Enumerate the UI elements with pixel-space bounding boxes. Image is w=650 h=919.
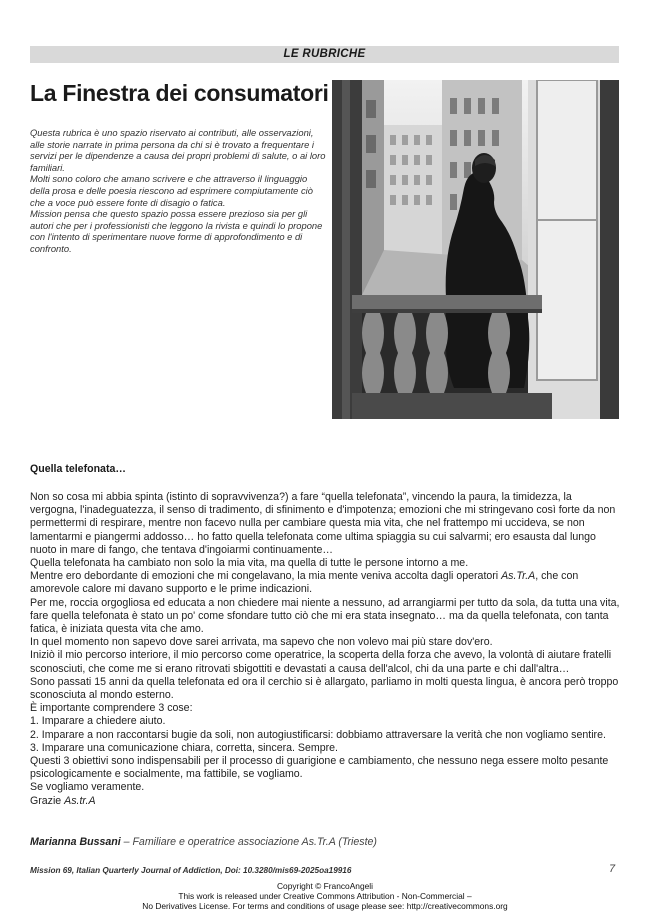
body-paragraph: Non so cosa mi abbia spinta (istinto di sopravvivenza?) a fare “quella telefonata”, vincendo la paura, la timidezza, la vergogna, l'inadeguatezza, il senso di tradimento, di sfinimento e d'impotenza; emozioni che mi stringevano così forte da non permettermi di respirare, mentre non facevo nulla per cambiare questa mia vita, che nel frattempo mi uccideva, se non lamentarmi e piangermi addosso… ho fatto quella telefonata come ultima spiaggia su cui salvarmi; ero esausta dal lungo nuoto in mare di fango, che tentava d'ingoiarmi continuamente…: [30, 491, 616, 556]
author-name: Marianna Bussani: [30, 836, 121, 848]
body-paragraph: Sono passati 15 anni da quella telefonata ed ora il cerchio si è allargato, parliamo in molti questa lingua, è ancora però troppo sconosciuta al mondo esterno.: [30, 675, 619, 702]
intro-paragraph: Molti sono coloro che amano scrivere e che attraverso il linguaggio della prosa e delle poesia riescono ad esprimere compiutamente ciò che a voce può essere fonte di disagio o fatica.: [30, 173, 313, 208]
body-paragraph: Iniziò il mio percorso interiore, il mio percorso come operatrice, la scoperta della forza che avevo, la volontà di aiutare fratelli sconosciuti, che come me si erano ritrovati sbigottiti e devastati a causa dell'alcol, chi da una parte e chi dall'altra…: [30, 649, 612, 675]
body-paragraph: [30, 570, 620, 596]
intro-paragraph: Questa rubrica è uno spazio riservato ai contributi, alle osservazioni, alle storie narrate in prima persona da chi si è trovato a frequentare i servizi per le dipendenze a causa dei propri problemi di salute, o ai loro familiari.: [30, 127, 326, 173]
journal-reference: Mission 69, Italian Quarterly Journal of Addiction, Doi: 10.3280/mis69-2025oa19916: [30, 866, 352, 875]
copyright-line: No Derivatives License. For terms and conditions of usage please see: http://creativecommons.org: [142, 901, 508, 912]
page-number: 7: [609, 863, 616, 875]
body-paragraph: [30, 795, 620, 808]
copyright-line: This work is released under Creative Commons Attribution - Non-Commercial –: [178, 891, 472, 902]
article-title: Quella telefonata…: [30, 463, 126, 475]
text-span: , che con amorevole calore mi davano supporto e le prime indicazioni.: [30, 570, 579, 596]
author-line: [30, 836, 377, 848]
body-paragraph: Se vogliamo veramente.: [30, 781, 145, 794]
body-paragraph: Quella telefonata ha cambiato non solo la mia vita, ma quella di tutte le persone intorno a me.: [30, 557, 469, 570]
organization-name: As.Tr.A: [501, 570, 536, 583]
list-item: 3. Imparare una comunicazione chiara, corretta, sincera. Sempre.: [30, 741, 338, 754]
section-header: LE RUBRICHE: [30, 46, 619, 63]
copyright-notice: [0, 881, 650, 912]
article-body: [30, 491, 620, 808]
page-title: La Finestra dei consumatori: [30, 80, 329, 106]
body-paragraph: Questi 3 obiettivi sono indispensabili per il processo di guarigione e cambiamento, che nessuno nega essere molto pesante psicologicamente e socialmente, ma fattibile, se vogliamo.: [30, 755, 609, 781]
list-item: 2. Imparare a non raccontarsi bugie da soli, non autogiustificarsi: dobbiamo attraversare la verità che non vogliamo sentire.: [30, 728, 606, 741]
author-affiliation: – Familiare e operatrice associazione As.Tr.A (Trieste): [120, 836, 377, 848]
text-span: Grazie: [30, 794, 65, 807]
organization-name: As.tr.A: [64, 794, 96, 807]
body-paragraph: In quel momento non sapevo dove sarei arrivata, ma sapevo che non volevo mai più stare dov'ero.: [30, 636, 493, 649]
body-paragraph: È importante comprendere 3 cose:: [30, 702, 193, 715]
intro-paragraph: Mission pensa che questo spazio possa essere prezioso sia per gli autori che per i professionisti che leggono la rivista e quindi lo propone con l'intento di sperimentare nuove forme di approfondimento e di confronto.: [30, 208, 323, 254]
copyright-line: Copyright © FrancoAngeli: [276, 881, 373, 891]
intro-text: [30, 127, 326, 255]
text-span: Mentre ero debordante di emozioni che mi congelavano, la mia mente veniva accolta dagli operatori: [30, 570, 502, 583]
body-paragraph: Per me, roccia orgogliosa ed educata a non chiedere mai niente a nessuno, ad arrangiarmi per tutto da sola, da tutta una vita, fare quella telefonata è stato un po' come sfondare tutto ciò che mi era stata insegnato… ma da quella telefonata, con tanta fatica, è iniziata questa vita che amo.: [30, 596, 620, 636]
window-painting-illustration: [332, 80, 619, 419]
list-item: 1. Imparare a chiedere aiuto.: [30, 715, 166, 728]
